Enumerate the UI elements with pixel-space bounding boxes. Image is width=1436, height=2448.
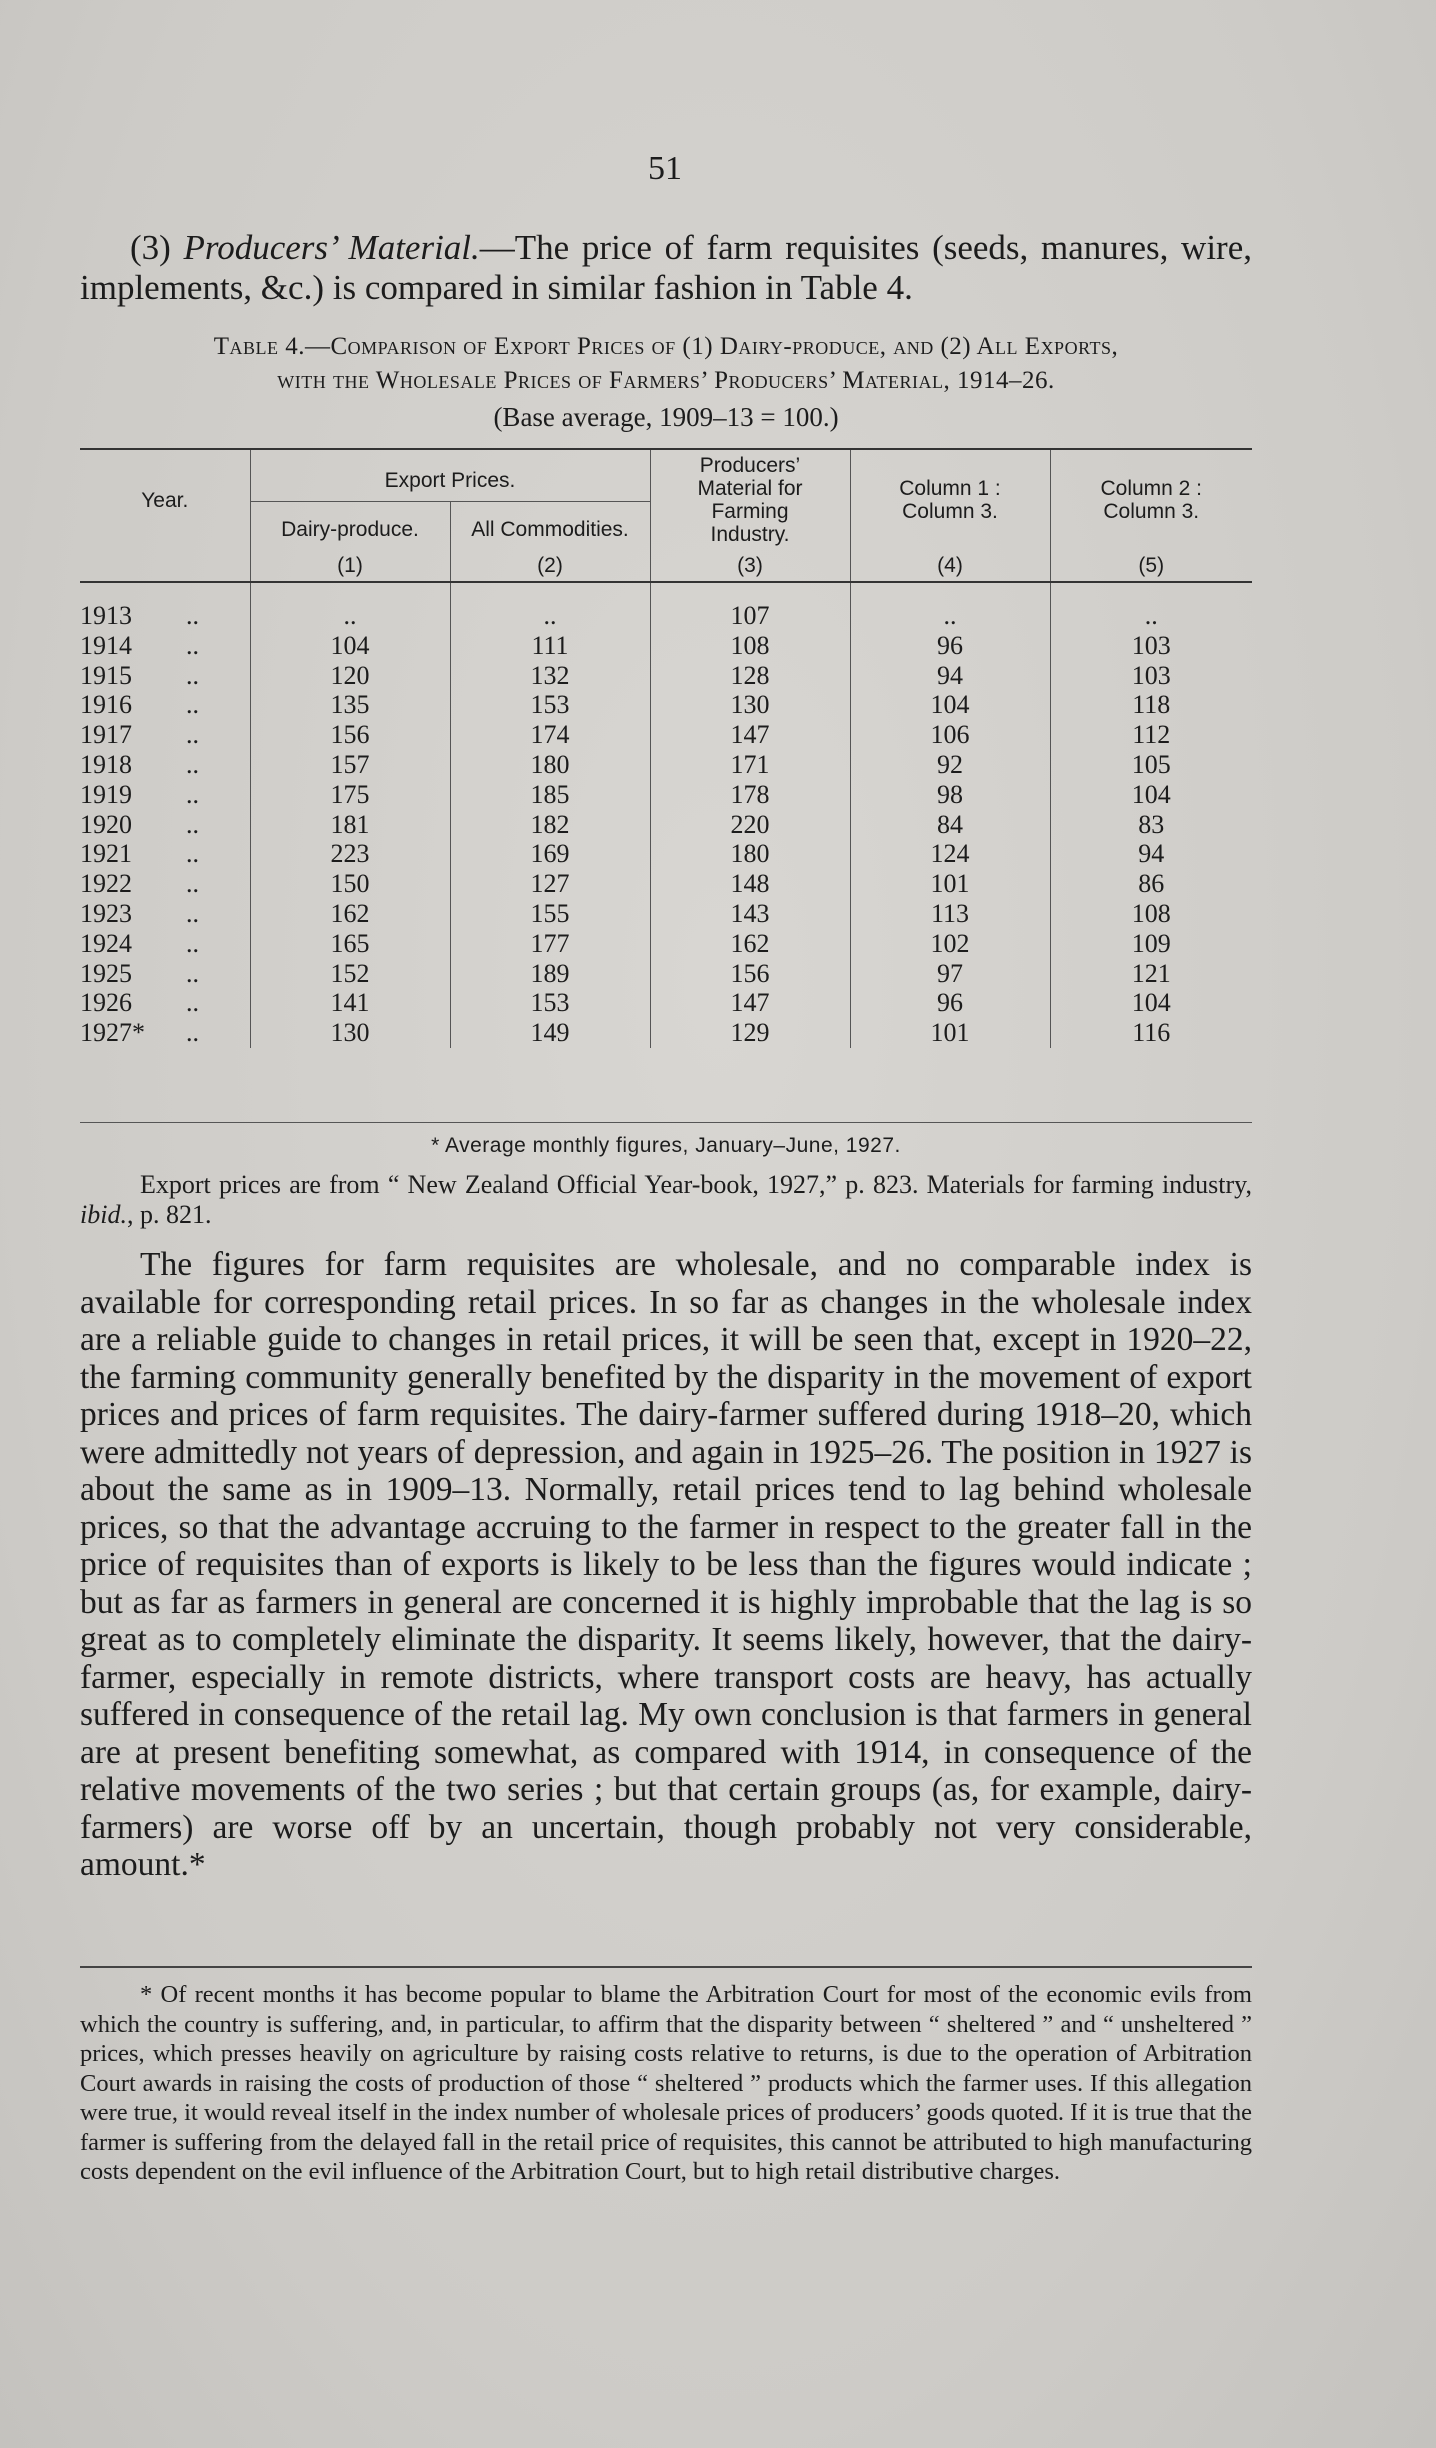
table-row	[80, 899, 1252, 929]
cell-column-3: 107	[650, 601, 850, 631]
cell-column-4: 98	[850, 780, 1050, 810]
cell-column-4: 84	[850, 810, 1050, 840]
cell-column-1: 150	[250, 869, 450, 899]
header-column-5: Column 2 : Column 3.	[1050, 449, 1252, 550]
cell-column-3: 128	[650, 661, 850, 691]
cell-column-2: ..	[450, 601, 650, 631]
cell-year	[80, 750, 250, 780]
cell-column-2: 111	[450, 631, 650, 661]
year-label: 1923	[80, 898, 132, 928]
year-label: 1913	[80, 601, 132, 630]
cell-column-2: 132	[450, 661, 650, 691]
page-footnote: * Of recent months it has become popular to blame the Arbitration Court for most of the economic evils from which the country is suffering, and, in particular, to affirm that the disparity between “ sheltered ” and “ unsheltered ” prices, which presses heavily on agriculture by raising costs relative to returns, is due to the operation of Arbitration Court awards in raising the costs of production of those “ sheltered ” products which the farmer uses. If this allegation were true, it would reveal itself in the index number of wholesale prices of producers’ goods quoted. If it is true that the farmer is suffering from the delayed fall in the retail price of requisites, this cannot be attributed to high manufacturing costs dependent on the evil influence of the Arbitration Court, but to high retail distributive charges.	[80, 1981, 1252, 2185]
leader-dots: ..	[186, 660, 199, 690]
cell-column-3: 220	[650, 810, 850, 840]
price-comparison-table	[80, 448, 1252, 1048]
leader-dots: ..	[186, 720, 199, 750]
header-year: Year.	[141, 488, 189, 512]
cell-column-1: 181	[250, 810, 450, 840]
cell-column-4: 96	[850, 631, 1050, 661]
cell-column-5: 86	[1050, 869, 1252, 899]
price-comparison-table-wrap	[80, 448, 1252, 1126]
year-label: 1917	[80, 720, 132, 750]
cell-column-2: 153	[450, 690, 650, 720]
table-row	[80, 869, 1252, 899]
cell-column-2: 149	[450, 1018, 650, 1048]
intro-text: —The price of farm requisites (seeds, manures, wire, implements, &c.) is compared in similar fashion in Table 4.	[80, 228, 1253, 307]
table-row	[80, 988, 1252, 1018]
table-caption-line-2: with the Wholesale Prices of Farmers’ Producers’ Material, 1914–26.	[277, 367, 1055, 394]
cell-column-4: 106	[850, 720, 1050, 750]
cell-column-2: 180	[450, 750, 650, 780]
cell-column-1: 141	[250, 988, 450, 1018]
cell-column-4: 124	[850, 839, 1050, 869]
cell-year	[80, 601, 250, 631]
cell-column-5: 94	[1050, 839, 1252, 869]
cell-column-5: 109	[1050, 929, 1252, 959]
leader-dots: ..	[186, 690, 199, 720]
leader-dots: ..	[186, 1018, 199, 1048]
cell-year	[80, 690, 250, 720]
table-row	[80, 959, 1252, 989]
table-caption-line-1: Table 4.—Comparison of Export Prices of (1) Dairy-produce, and (2) All Exports,	[213, 333, 1119, 360]
cell-column-4: 92	[850, 750, 1050, 780]
table-row	[80, 661, 1252, 691]
cell-column-2: 169	[450, 839, 650, 869]
cell-column-1: 135	[250, 690, 450, 720]
cell-column-2: 127	[450, 869, 650, 899]
year-label: 1922	[80, 869, 132, 899]
cell-column-5: 104	[1050, 988, 1252, 1018]
cell-column-5: 112	[1050, 720, 1252, 750]
cell-column-5: 118	[1050, 690, 1252, 720]
leader-dots: ..	[186, 869, 199, 899]
cell-column-3: 129	[650, 1018, 850, 1048]
cell-column-2: 153	[450, 988, 650, 1018]
cell-column-2: 174	[450, 720, 650, 750]
cell-year	[80, 929, 250, 959]
column-number-5: (5)	[1050, 550, 1252, 582]
cell-year	[80, 780, 250, 810]
source-note-text: Export prices are from “ New Zealand Official Year-book, 1927,” p. 823. Materials for farming industry,	[140, 1170, 1252, 1199]
cell-year	[80, 810, 250, 840]
cell-column-4: 97	[850, 959, 1050, 989]
cell-column-5: ..	[1050, 601, 1252, 631]
year-label: 1916	[80, 690, 132, 720]
table-bottom-rule	[80, 1122, 1252, 1123]
table-row	[80, 750, 1252, 780]
cell-column-4: ..	[850, 601, 1050, 631]
table-base-note: (Base average, 1909–13 = 100.)	[493, 402, 839, 432]
leader-dots: ..	[186, 988, 199, 1018]
cell-column-4: 101	[850, 1018, 1050, 1048]
cell-column-2: 189	[450, 959, 650, 989]
year-label: 1918	[80, 749, 132, 779]
leader-dots: ..	[186, 749, 199, 779]
intro-prefix: (3)	[130, 228, 184, 267]
cell-column-5: 103	[1050, 631, 1252, 661]
cell-year	[80, 988, 250, 1018]
cell-column-1: 157	[250, 750, 450, 780]
table-row	[80, 631, 1252, 661]
year-label: 1921	[80, 839, 132, 869]
cell-column-4: 96	[850, 988, 1050, 1018]
header-column-4: Column 1 : Column 3.	[850, 449, 1050, 550]
page-number: 51	[648, 150, 682, 187]
year-label: 1924	[80, 928, 132, 958]
table-row	[80, 780, 1252, 810]
cell-column-4: 94	[850, 661, 1050, 691]
cell-column-1: 156	[250, 720, 450, 750]
column-number-4: (4)	[850, 550, 1050, 582]
cell-column-1: 223	[250, 839, 450, 869]
cell-column-1: 162	[250, 899, 450, 929]
intro-section-title: Producers’ Material.	[183, 228, 480, 267]
cell-column-3: 148	[650, 869, 850, 899]
leader-dots: ..	[186, 898, 199, 928]
intro-paragraph	[80, 228, 1252, 308]
column-number-3: (3)	[650, 550, 850, 582]
cell-column-3: 147	[650, 720, 850, 750]
cell-column-1: ..	[250, 601, 450, 631]
year-label: 1915	[80, 660, 132, 690]
leader-dots: ..	[186, 839, 199, 869]
leader-dots: ..	[186, 601, 199, 630]
cell-column-3: 108	[650, 631, 850, 661]
cell-column-5: 105	[1050, 750, 1252, 780]
cell-year	[80, 839, 250, 869]
table-row	[80, 839, 1252, 869]
cell-column-3: 162	[650, 929, 850, 959]
cell-column-3: 147	[650, 988, 850, 1018]
cell-column-1: 152	[250, 959, 450, 989]
table-row	[80, 929, 1252, 959]
leader-dots: ..	[186, 928, 199, 958]
cell-column-3: 156	[650, 959, 850, 989]
cell-column-4: 102	[850, 929, 1050, 959]
header-all-commodities: All Commodities.	[450, 501, 650, 550]
cell-column-5: 108	[1050, 899, 1252, 929]
cell-column-2: 182	[450, 810, 650, 840]
cell-column-5: 116	[1050, 1018, 1252, 1048]
cell-column-1: 120	[250, 661, 450, 691]
column-number-2: (2)	[450, 550, 650, 582]
cell-column-1: 104	[250, 631, 450, 661]
cell-column-3: 130	[650, 690, 850, 720]
year-label: 1920	[80, 809, 132, 839]
table-caption	[80, 330, 1252, 398]
leader-dots: ..	[186, 958, 199, 988]
cell-column-1: 165	[250, 929, 450, 959]
table-row	[80, 601, 1252, 631]
header-year-spacer	[80, 550, 250, 582]
cell-year	[80, 631, 250, 661]
cell-column-4: 104	[850, 690, 1050, 720]
source-note	[80, 1170, 1252, 1230]
cell-column-3: 171	[650, 750, 850, 780]
header-export-prices: Export Prices.	[250, 449, 650, 501]
leader-dots: ..	[186, 809, 199, 839]
year-label: 1925	[80, 958, 132, 988]
cell-column-5: 83	[1050, 810, 1252, 840]
table-row	[80, 690, 1252, 720]
table-body	[80, 582, 1252, 1048]
cell-year	[80, 1018, 250, 1048]
cell-column-5: 104	[1050, 780, 1252, 810]
cell-year	[80, 720, 250, 750]
source-note-page: , p. 821.	[126, 1200, 212, 1229]
table-row	[80, 1018, 1252, 1048]
cell-column-4: 113	[850, 899, 1050, 929]
cell-column-2: 177	[450, 929, 650, 959]
cell-column-3: 180	[650, 839, 850, 869]
year-label: 1926	[80, 988, 132, 1018]
year-label: 1927*	[80, 1018, 145, 1048]
cell-column-5: 103	[1050, 661, 1252, 691]
cell-year	[80, 661, 250, 691]
table-footnote: * Average monthly figures, January–June, 1927.	[431, 1134, 901, 1157]
leader-dots: ..	[186, 630, 199, 660]
leader-dots: ..	[186, 779, 199, 809]
header-dairy-produce: Dairy-produce.	[250, 501, 450, 550]
table-row	[80, 810, 1252, 840]
column-number-1: (1)	[250, 550, 450, 582]
cell-year	[80, 869, 250, 899]
cell-year	[80, 899, 250, 929]
cell-column-2: 185	[450, 780, 650, 810]
year-label: 1914	[80, 630, 132, 660]
year-label: 1919	[80, 779, 132, 809]
cell-column-2: 155	[450, 899, 650, 929]
cell-column-1: 130	[250, 1018, 450, 1048]
cell-column-4: 101	[850, 869, 1050, 899]
body-paragraph: The figures for farm requisites are wholesale, and no comparable index is available for corresponding retail prices. In so far as changes in the wholesale index are a reliable guide to changes in retail prices, it will be seen that, except in 1920–22, the farming community generally benefited by the disparity in the movement of export prices and prices of farm requisites. The dairy-farmer suffered during 1918–20, which were admittedly not years of depression, and again in 1925–26. The position in 1927 is about the same as in 1909–13. Normally, retail prices tend to lag behind wholesale prices, so that the advantage accruing to the farmer in respect to the greater fall in the price of requisites than of exports is likely to be less than the figures would indicate ; but as far as farmers in general are concerned it is highly improbable that the lag is so great as to completely eliminate the disparity. It seems likely, however, that the dairy-farmer, especially in remote districts, where transport costs are heavy, has actually suffered in consequence of the retail lag. My own conclusion is that farmers in general are at present benefiting somewhat, as compared with 1914, in consequence of the relative movements of the two series ; but that certain groups (as, for example, dairy-farmers) are worse off by an uncertain, though probably not very considerable, amount.*	[80, 1246, 1252, 1883]
footnote-rule	[80, 1966, 1252, 1968]
source-note-ibid: ibid.	[80, 1200, 127, 1229]
table-row	[80, 720, 1252, 750]
cell-column-3: 178	[650, 780, 850, 810]
header-producers-material: Producers’ Material for Farming Industry.	[650, 449, 850, 550]
cell-column-5: 121	[1050, 959, 1252, 989]
cell-column-1: 175	[250, 780, 450, 810]
cell-year	[80, 959, 250, 989]
cell-column-3: 143	[650, 899, 850, 929]
